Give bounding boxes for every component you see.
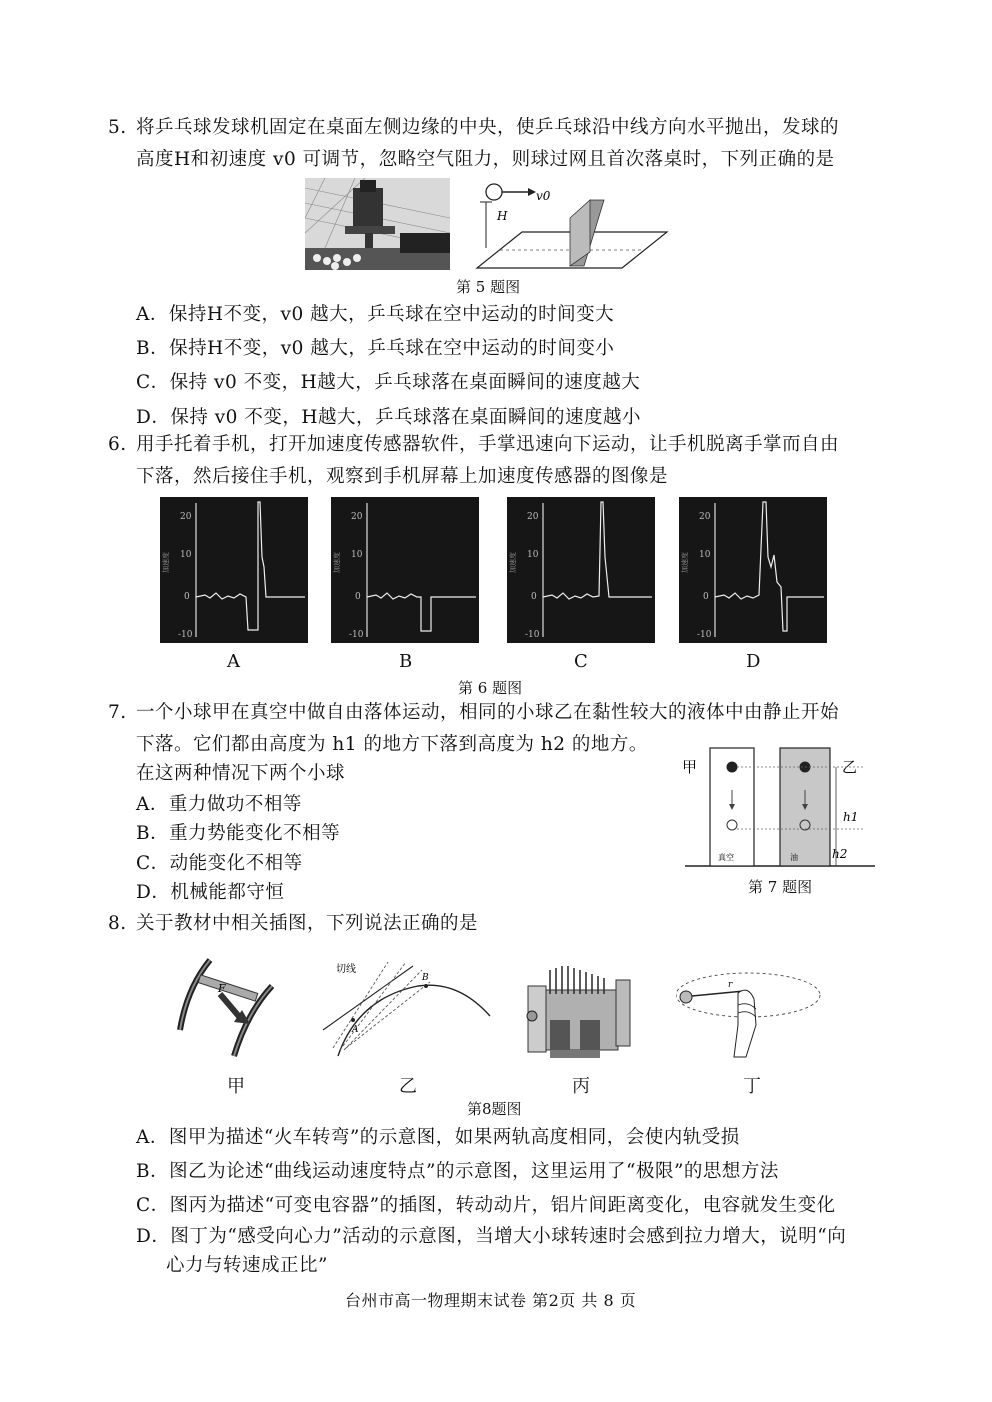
q6-panel-a [160,497,308,643]
q5-caption: 第 5 题图 [456,278,521,296]
q8-fig-bing-capacitor [520,960,635,1062]
q6-panel-c [507,497,655,643]
q6-letter-a: A [227,651,240,672]
q6-b-tick-20: 20 [351,512,363,522]
q5-launcher-photo [305,178,450,270]
q7-option-d: D．机械能都守恒 [136,882,285,903]
q6-stem-line2: 下落，然后接住手机，观察到手机屏幕上加速度传感器的图像是 [136,466,669,487]
q7-stem-line3: 在这两种情况下两个小球 [136,763,346,784]
q7-option-b: B．重力势能变化不相等 [136,823,341,844]
q6-c-tick-0: 0 [531,592,537,602]
q8-option-b: B．图乙为论述“曲线运动速度特点”的示意图，这里运用了“极限”的思想方法 [136,1161,779,1182]
q7-stem-line1: 一个小球甲在真空中做自由落体运动，相同的小球乙在黏性较大的液体中由静止开始 [136,702,840,723]
q6-number: 6. [108,434,127,455]
q8-option-c: C．图丙为描述“可变电容器”的插图，转动动片，铝片间距离变化，电容就发生变化 [136,1195,836,1216]
q8-stem-line1: 关于教材中相关插图，下列说法正确的是 [136,913,479,934]
q7-option-c: C．动能变化不相等 [136,853,303,874]
q5-v0-label: v0 [536,189,551,203]
q8-option-d-continued: 心力与转速成正比” [166,1255,328,1276]
q8-option-a: A．图甲为描述“火车转弯”的示意图，如果两轨高度相同，会使内轨受损 [136,1127,740,1148]
q7-caption: 第 7 题图 [748,878,813,896]
q6-panel-b [331,497,479,643]
q5-stem-line1: 将乒乓球发球机固定在桌面左侧边缘的中央，使乒乓球沿中线方向水平抛出，发球的 [136,117,840,138]
q5-option-c: C．保持 v0 不变，H越大，乒乓球落在桌面瞬间的速度越大 [136,372,641,393]
q7-label-jia: 甲 [682,758,698,776]
q6-c-axis-label: 加速度 [509,552,517,573]
q6-c-tick-neg10: -10 [525,630,540,640]
q6-d-axis-label: 加速度 [681,552,689,573]
page-footer: 台州市高一物理期末试卷 第2页 共 8 页 [345,1291,637,1310]
q7-number: 7. [108,702,127,723]
q6-a-tick-neg10: -10 [178,630,193,640]
q6-b-tick-0: 0 [355,592,361,602]
q6-panel-d [679,497,827,643]
q8-fig-yi-a-label: A [352,1025,359,1035]
q6-a-axis-label: 加速度 [162,552,170,573]
q7-option-a: A．重力做功不相等 [136,794,302,815]
q6-b-axis-label: 加速度 [333,552,341,573]
q6-a-tick-20: 20 [180,512,192,522]
q6-a-tick-10: 10 [180,550,192,560]
q6-d-tick-0: 0 [703,592,709,602]
q6-caption: 第 6 题图 [458,679,523,697]
q8-caption: 第8题图 [467,1100,522,1118]
q5-stem-line2: 高度H和初速度 v0 可调节，忽略空气阻力，则球过网且首次落桌时，下列正确的是 [136,149,835,170]
q8-fig-yi-tangent-label: 切线 [336,964,356,975]
q6-d-tick-10: 10 [699,550,711,560]
q8-fig-name-bing: 丙 [572,1076,590,1097]
q5-option-d: D．保持 v0 不变，H越大，乒乓球落在桌面瞬间的速度越小 [136,407,641,428]
q8-number: 8. [108,913,127,934]
q8-fig-jia-f-label: F [218,982,226,995]
q5-option-a: A．保持H不变，v0 越大，乒乓球在空中运动的时间变大 [136,304,615,325]
q8-fig-name-ding: 丁 [743,1076,761,1097]
q6-stem-line1: 用手托着手机，打开加速度传感器软件，手掌迅速向下运动，让手机脱离手掌而自由 [136,434,840,455]
q6-c-tick-10: 10 [527,550,539,560]
q7-label-yi: 乙 [842,758,858,776]
q5-table-diagram [472,180,672,272]
q8-option-d: D．图丁为“感受向心力”活动的示意图，当增大小球转速时会感到拉力增大，说明“向 [136,1226,847,1247]
q8-fig-name-yi: 乙 [399,1076,417,1097]
q8-fig-yi-tangent [318,958,493,1060]
q6-d-tick-20: 20 [699,512,711,522]
q6-letter-b: B [399,651,413,672]
q5-option-b: B．保持H不变，v0 越大，乒乓球在空中运动的时间变小 [136,338,615,359]
q6-a-tick-0: 0 [184,592,190,602]
q6-letter-d: D [746,651,761,672]
q7-falling-balls-diagram [680,746,880,870]
q6-d-tick-neg10: -10 [697,630,712,640]
q6-c-tick-20: 20 [527,512,539,522]
q5-h-label: H [497,209,508,223]
q6-b-tick-neg10: -10 [349,630,364,640]
q6-letter-c: C [574,651,588,672]
q8-fig-ding-r-label: r [728,980,733,990]
q5-number: 5. [108,117,127,138]
q7-label-liquid: 油 [790,853,798,862]
q8-fig-jia-rails [172,958,287,1058]
q7-label-h1: h1 [843,810,859,824]
q8-fig-name-jia: 甲 [227,1076,245,1097]
q8-fig-yi-b-label: B [422,973,429,983]
q7-label-vacuum: 真空 [718,853,734,862]
q7-stem-line2: 下落。它们都由高度为 h1 的地方下落到高度为 h2 的地方。 [136,734,648,755]
q7-label-h2: h2 [832,847,848,861]
q8-fig-ding-centripetal [676,965,828,1060]
q6-b-tick-10: 10 [351,550,363,560]
